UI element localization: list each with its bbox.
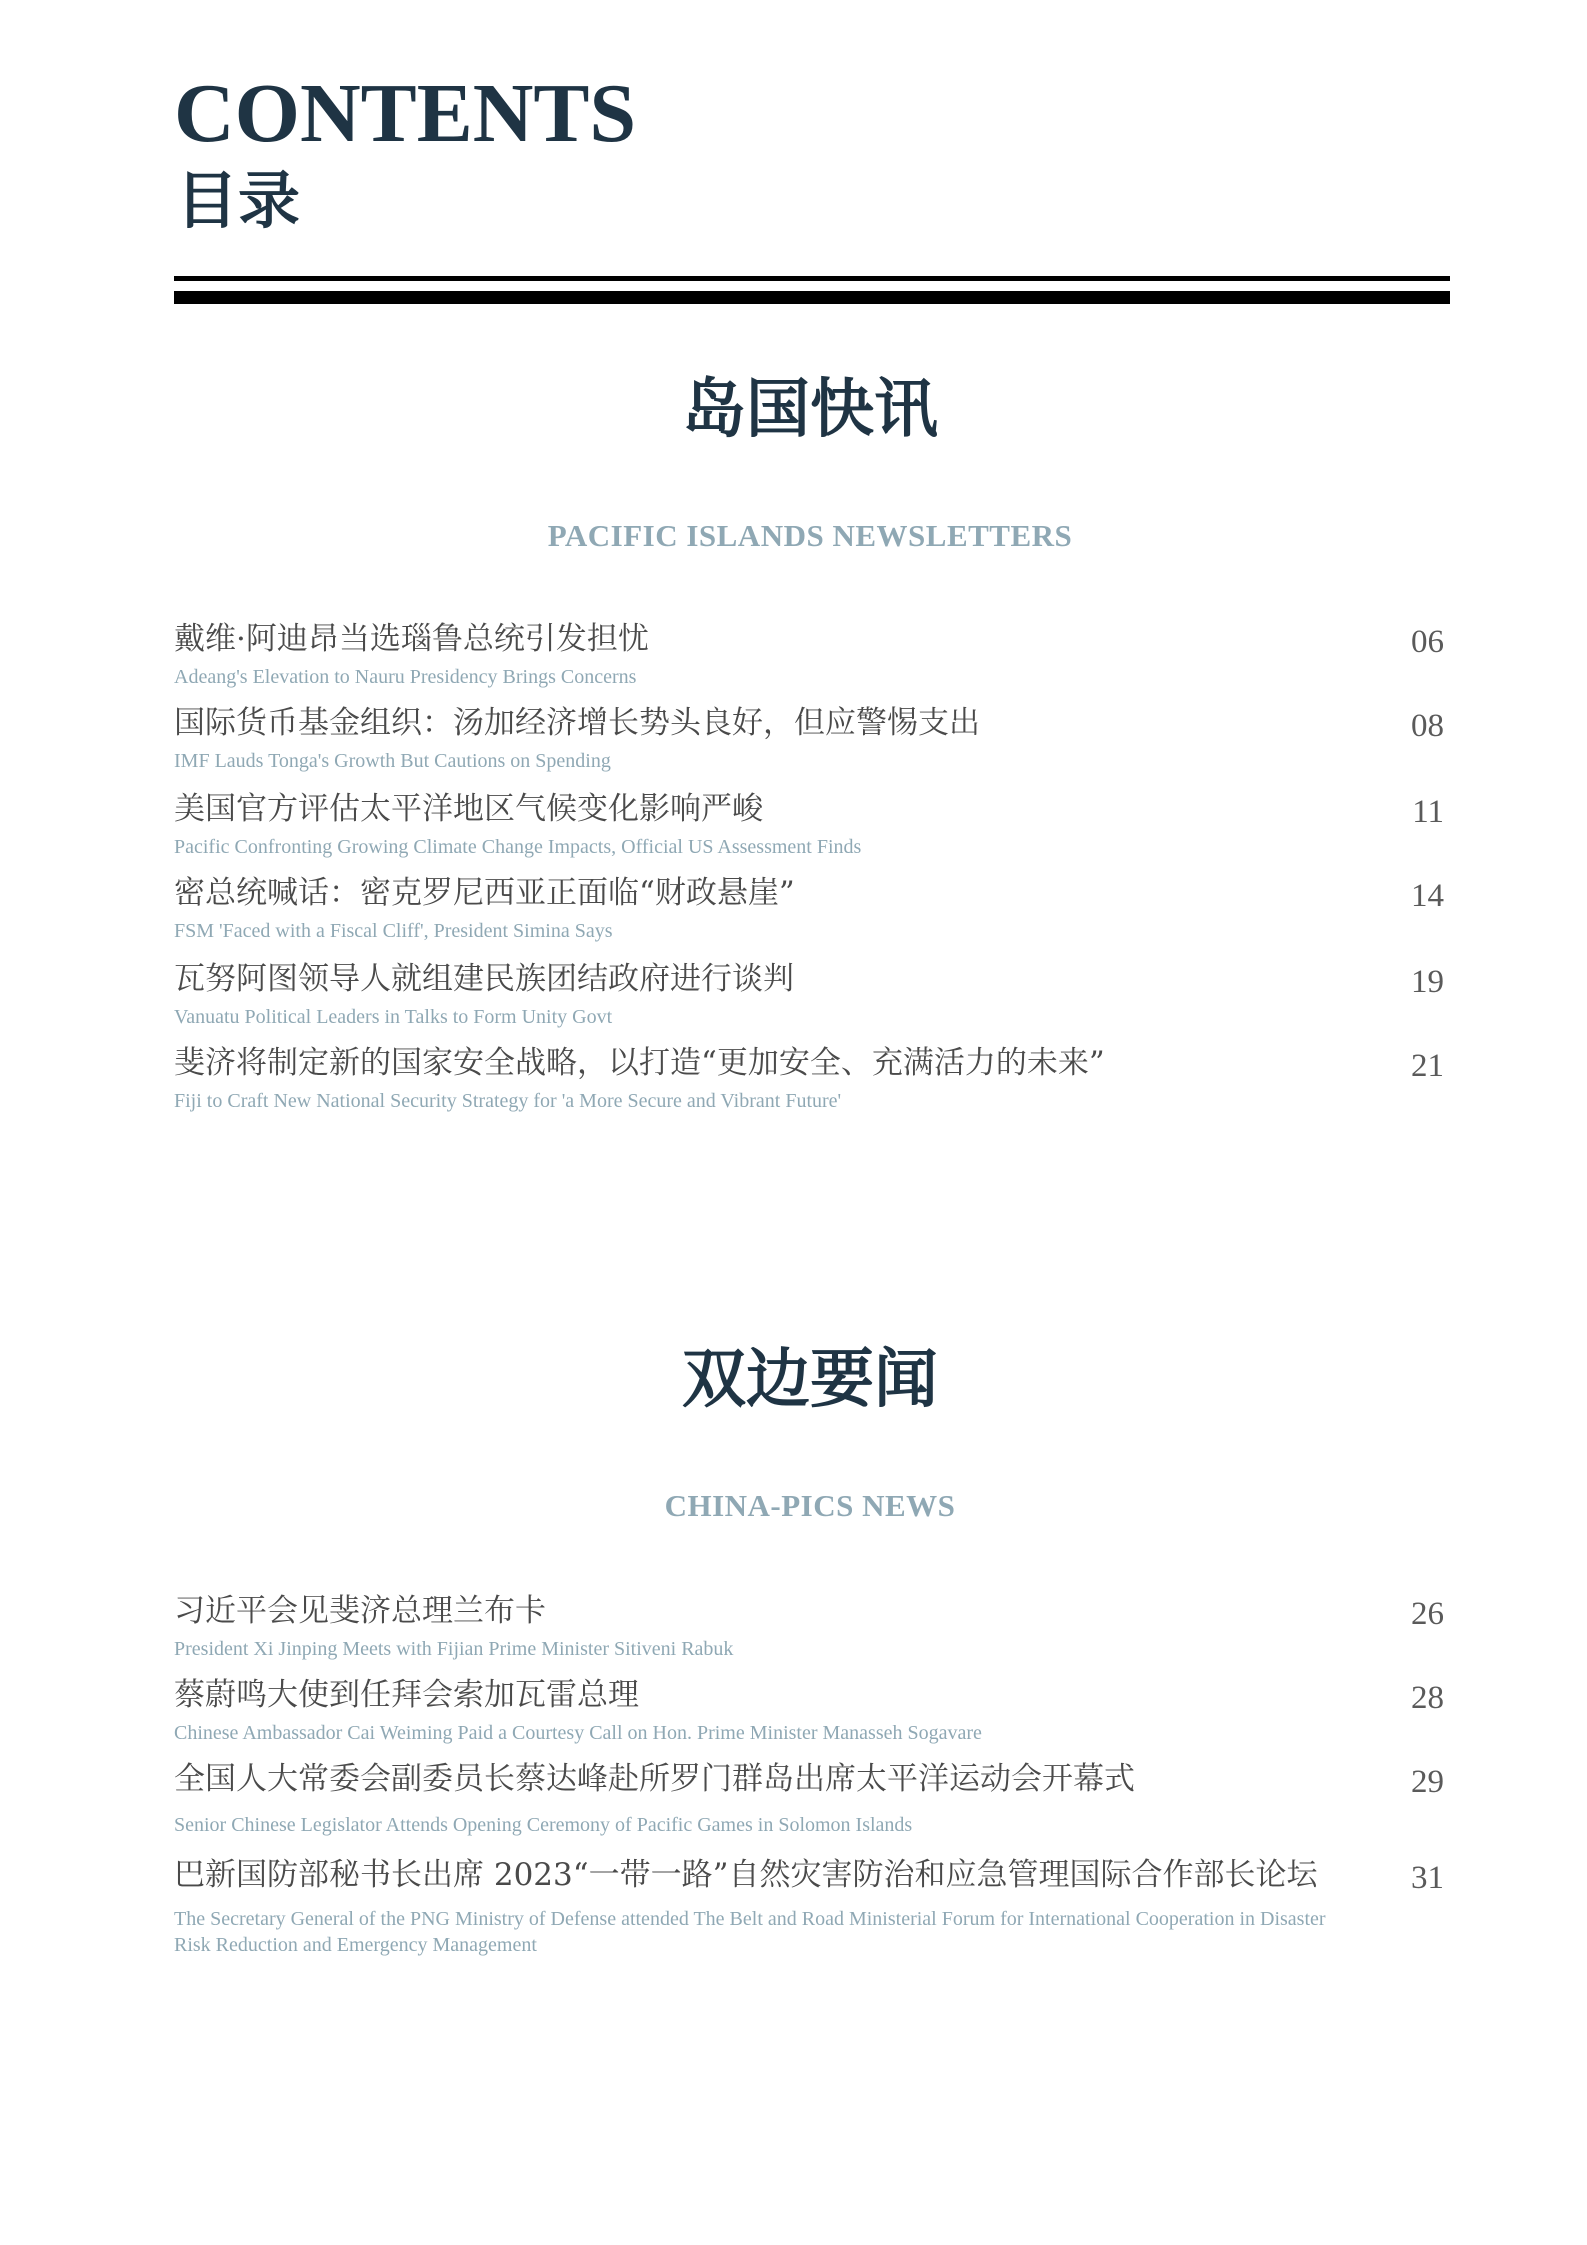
section-title-zh: 岛国快讯 [682,373,938,447]
toc-entry-title-zh: 戴维·阿迪昂当选瑙鲁总统引发担忧 [174,621,649,657]
toc-entry-title-zh: 巴新国防部秘书长出席 2023“一带一路”自然灾害防治和应急管理国际合作部长论坛 [174,1857,1318,1893]
header-rule-thin [174,276,1450,281]
toc-entry-title-zh: 斐济将制定新的国家安全战略，以打造“更加安全、充满活力的未来” [174,1045,1105,1081]
toc-entry-title-zh: 密总统喊话：密克罗尼西亚正面临“财政悬崖” [174,875,795,911]
toc-entry-title-en: Senior Chinese Legislator Attends Opening Ceremony of Pacific Games in Solomon Islands [174,1814,913,1836]
toc-entry-title-en: IMF Lauds Tonga's Growth But Cautions on Spending [174,750,611,772]
toc-entry-page: 14 [1411,878,1444,914]
toc-entry-title-zh: 国际货币基金组织：汤加经济增长势头良好，但应警惕支出 [174,705,980,741]
toc-entry-title-en: Chinese Ambassador Cai Weiming Paid a Courtesy Call on Hon. Prime Minister Manasseh Sogavare [174,1722,982,1744]
toc-entry-title-zh: 美国官方评估太平洋地区气候变化影响严峻 [174,791,763,827]
toc-entry-page: 11 [1412,794,1444,830]
toc-entry-title-en: Adeang's Elevation to Nauru Presidency Brings Concerns [174,666,637,688]
toc-entry-page: 28 [1411,1680,1444,1716]
toc-entry-page: 29 [1411,1764,1444,1800]
contents-title: CONTENTS [174,67,637,160]
section-title-en: PACIFIC ISLANDS NEWSLETTERS [547,518,1073,553]
header-rule-thick [174,291,1450,304]
contents-title-zh: 目录 [176,164,301,237]
section-title-en: CHINA-PICS NEWS [664,1488,956,1523]
toc-entry-title-en: Vanuatu Political Leaders in Talks to Form Unity Govt [174,1006,613,1028]
toc-entry-page: 06 [1411,624,1444,660]
toc-entry-page: 08 [1411,708,1444,744]
toc-entry-title-zh: 习近平会见斐济总理兰布卡 [174,1593,546,1629]
toc-entry-title-en: The Secretary General of the PNG Ministry of Defense attended The Belt and Road Ministerial Forum for International Cooperation in Disaster Risk Reduction and Emergency Management [174,1908,1326,1956]
toc-entry-title-zh: 蔡蔚鸣大使到任拜会索加瓦雷总理 [174,1677,639,1713]
toc-entry-title-en: Pacific Confronting Growing Climate Change Impacts, Official US Assessment Finds [174,836,862,858]
toc-entry-title-en: President Xi Jinping Meets with Fijian Prime Minister Sitiveni Rabuk [174,1638,734,1660]
toc-entry-page: 19 [1411,964,1444,1000]
toc-entry-title-zh: 瓦努阿图领导人就组建民族团结政府进行谈判 [174,961,794,997]
toc-entry-title-en: Fiji to Craft New National Security Strategy for 'a More Secure and Vibrant Future' [174,1090,842,1112]
toc-entry-title-zh: 全国人大常委会副委员长蔡达峰赴所罗门群岛出席太平洋运动会开幕式 [174,1761,1135,1797]
toc-entry-page: 26 [1411,1596,1444,1632]
toc-entry-page: 21 [1411,1048,1444,1084]
section-title-zh: 双边要闻 [682,1343,938,1417]
toc-entry-title-en: FSM 'Faced with a Fiscal Cliff', President Simina Says [174,920,613,942]
toc-entry-page: 31 [1411,1860,1444,1896]
